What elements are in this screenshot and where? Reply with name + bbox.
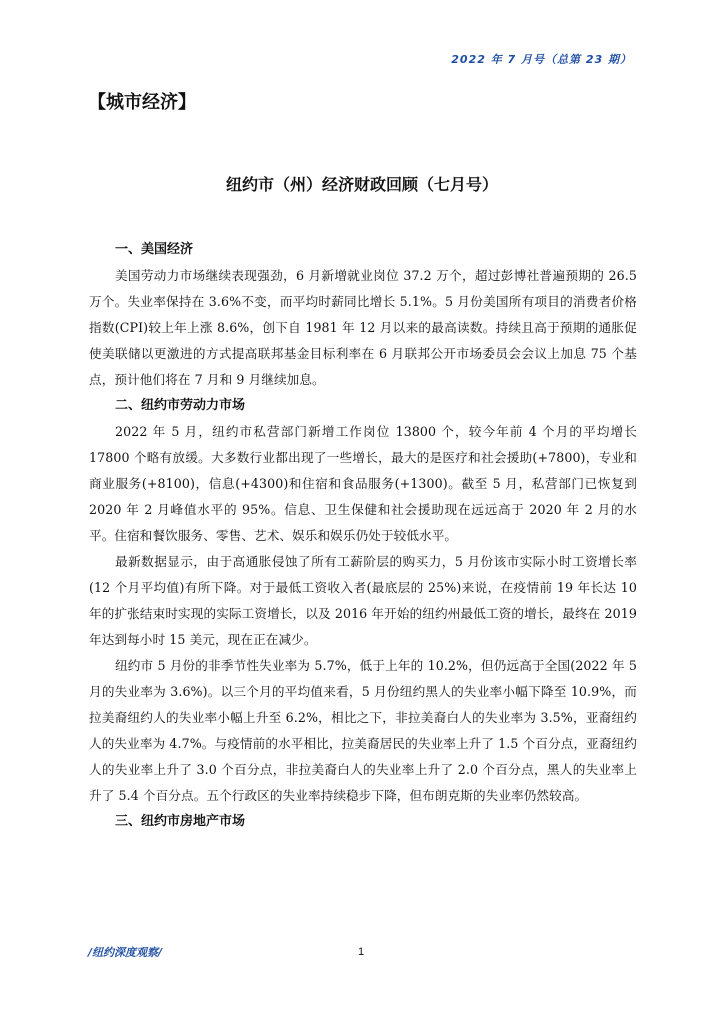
paragraph: 纽约市 5 月份的非季节性失业率为 5.7%，低于上年的 10.2%，但仍远高于全国(2022 年 5 月的失业率为 3.6%)。以三个月的平均值来看，5 月份纽约黑人的失业率小幅下降至 10.9%，而拉美裔纽约人的失业率小幅上升至 6.2%，相比之下，非拉美裔白人的失业率为 3.5%，亚裔纽约人的失业率为 4.7%。与疫情前的水平相比，拉美裔居民的失业率上升了 1.5 个百分点，亚裔纽约人的失业率上升了 3.0 个百分点，非拉美裔白人的失业率上升了 2.0 个百分点，黑人的失业率上升了 5.4 个百分点。五个行政区的失业率持续稳步下降，但布朗克斯的失业率仍然较高。 (89, 658, 637, 803)
paragraph: 美国劳动力市场继续表现强劲，6 月新增就业岗位 37.2 万个，超过彭博社普遍预期的 26.5 万个。失业率保持在 3.6%不变，而平均时薪同比增长 5.1%。5 月份美国所有项目的消费者价格指数(CPI)较上年上涨 8.6%，创下自 1981 年 12 月以来的最高读数。持续且高于预期的通胀促使美联储以更激进的方式提高联邦基金目标利率在 6 月联邦公开市场委员会会议上加息 75 个基点，预计他们将在 7 月和 9 月继续加息。 (89, 268, 637, 387)
section-heading-real-estate: 三、纽约市房地产市场 (115, 814, 246, 829)
article-title: 纽约市（州）经济财政回顾（七月号） (225, 175, 498, 194)
section-tag: 【城市经济】 (88, 92, 196, 113)
paragraph: 2022 年 5 月，纽约市私营部门新增工作岗位 13800 个，较今年前 4 个月的平均增长 17800 个略有放缓。大多数行业都出现了一些增长，最大的是医疗和社会援助(+7800)，专业和商业服务(+8100)，信息(+4300)和住宿和食品服务(+1300)。截至 5 月，私营部门已恢复到 2020 年 2 月峰值水平的 95%。信息、卫生保健和社会援助现在远远高于 2020 年 2 月的水平。住宿和餐饮服务、零售、艺术、娱乐和娱乐仍处于较低水平。 (89, 424, 637, 543)
article-body (89, 237, 637, 835)
paragraph: 最新数据显示，由于高通胀侵蚀了所有工薪阶层的购买力，5 月份该市实际小时工资增长率(12 个月平均值)有所下降。对于最低工资收入者(最底层的 25%)来说，在疫情前 19 年长达 10 年的扩张结束时实现的实际工资增长，以及 2016 年开始的纽约州最低工资的增长，最终在 2019 年达到每小时 15 美元，现在正在减少。 (89, 554, 637, 647)
section-heading-us-economy: 一、美国经济 (115, 242, 194, 257)
issue-label: 2022 年 7 月号（总第 23 期） (451, 53, 632, 66)
footer-publication: /纽约深度观察/ (88, 946, 163, 959)
section-heading-labor-market: 二、纽约市劳动力市场 (115, 398, 246, 413)
page-number: 1 (358, 946, 365, 958)
